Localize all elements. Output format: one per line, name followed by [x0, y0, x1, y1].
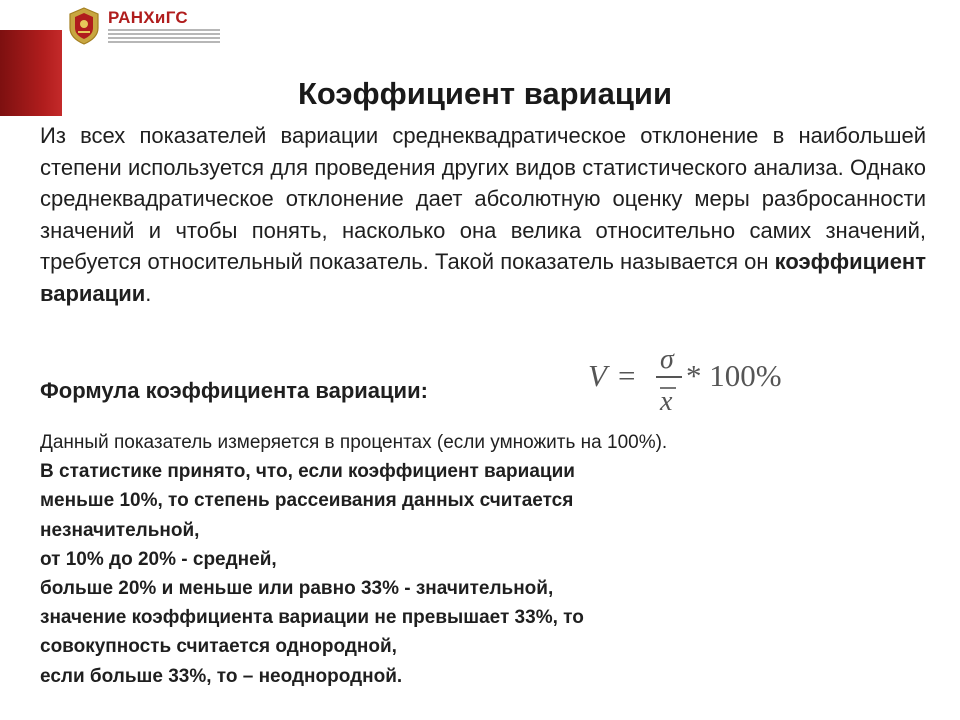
crest-icon [66, 6, 102, 46]
ranepa-logo [66, 6, 220, 46]
formula-label: Формула коэффициента вариации: [40, 378, 428, 403]
details-bold-line: В статистике принято, что, если коэффициент вариации [40, 461, 575, 483]
details-bold-line: меньше 10%, то степень рассеивания данных считается [40, 490, 574, 512]
details-line: Данный показатель измеряется в процентах (если умножить на 100%). [40, 432, 668, 453]
formula-rhs: * 100% [686, 358, 782, 393]
intro-paragraph [40, 120, 926, 309]
intro-emphasis: коэффициент вариации [40, 249, 926, 306]
details-bold-line: если больше 33%, то – неоднородной. [40, 665, 403, 687]
logo-text-block [108, 9, 220, 43]
intro-text: Из всех показателей вариации среднеквадратическое отклонение в наибольшей степени используется для проведения других видов статистического анализа. Однако среднеквадратическое отклонение дает абсолютную оценку меры разбросанности значений и чтобы понять, насколько она велика относительно самих значений, требуется относительный показатель. Такой показатель называется он [40, 123, 926, 274]
details-block [40, 428, 920, 691]
formula-equals: = [618, 358, 636, 393]
formula-lhs: V [588, 358, 607, 393]
details-bold-line: незначительной, [40, 519, 200, 541]
formula-numerator: σ [660, 344, 674, 375]
variation-formula [582, 340, 808, 418]
logo-name: РАНХиГС [108, 8, 188, 27]
details-bold-line: больше 20% и меньше или равно 33% - значительной, [40, 578, 554, 600]
slide-title: Коэффициент вариации [297, 76, 673, 111]
details-bold-line: от 10% до 20% - средней, [40, 548, 277, 570]
details-bold-line: совокупность считается однородной, [40, 636, 397, 658]
intro-end: . [145, 280, 152, 306]
formula-denominator: x [660, 386, 673, 417]
details-bold-line: значение коэффициента вариации не превышает 33%, то [40, 607, 584, 629]
logo-subtitle-lines [108, 29, 220, 43]
